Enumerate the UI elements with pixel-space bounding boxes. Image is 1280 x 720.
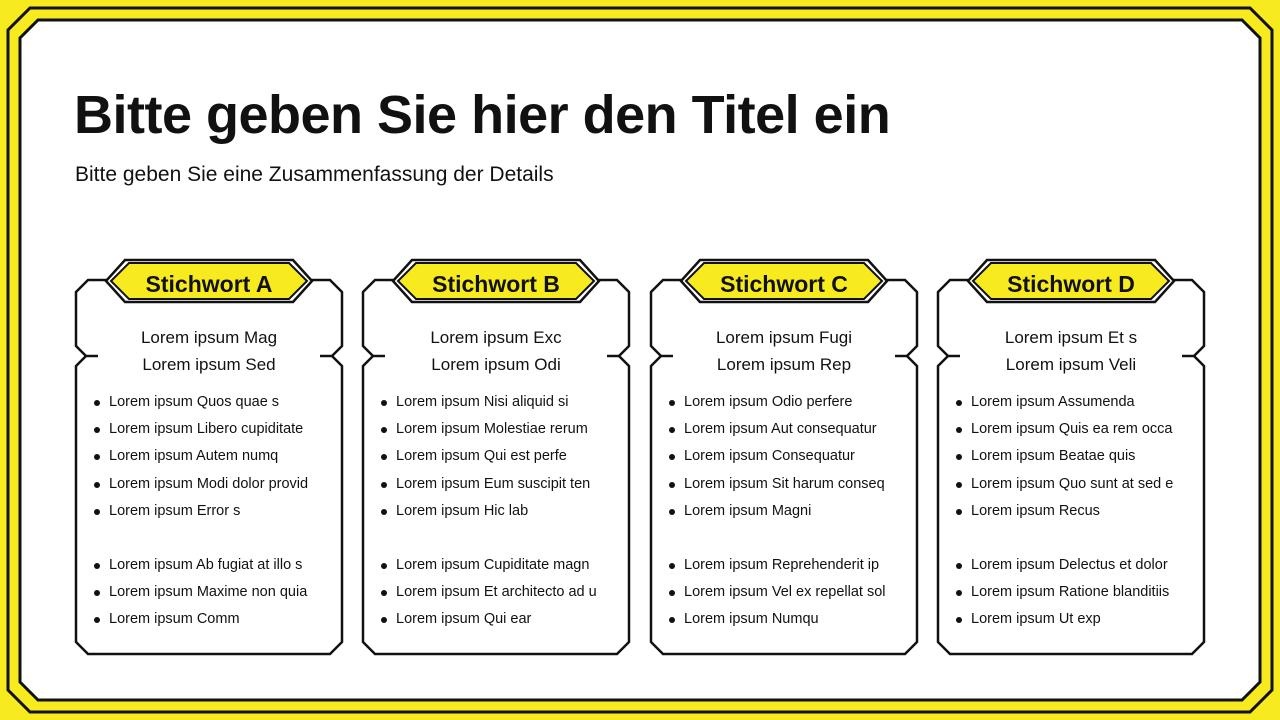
list-item: Lorem ipsum Maxime non quia — [92, 579, 332, 606]
card-heading-line: Lorem ipsum Fugi — [715, 328, 853, 347]
list-item: Lorem ipsum Consequatur — [667, 443, 907, 470]
list-item: Lorem ipsum Beatae quis — [954, 443, 1194, 470]
list-item: Lorem ipsum Recus — [954, 498, 1194, 525]
list-item: Lorem ipsum Quo sunt at sed e — [954, 471, 1194, 498]
card-heading — [946, 324, 1196, 378]
list-item: Lorem ipsum Hic lab — [379, 498, 619, 525]
list-item: Lorem ipsum Assumenda — [954, 389, 1194, 416]
bullet-list — [379, 552, 619, 634]
list-item: Lorem ipsum Reprehenderit ip — [667, 552, 907, 579]
list-item: Lorem ipsum Magni — [667, 498, 907, 525]
list-item: Lorem ipsum Nisi aliquid si — [379, 389, 619, 416]
bullet-list — [379, 389, 619, 525]
list-item: Lorem ipsum Vel ex repellat sol — [667, 579, 907, 606]
list-item: Lorem ipsum Odio perfere — [667, 389, 907, 416]
list-item: Lorem ipsum Comm — [92, 606, 332, 633]
bullet-list — [92, 552, 332, 634]
bullet-list — [92, 389, 332, 525]
list-item: Lorem ipsum Sit harum conseq — [667, 471, 907, 498]
card-heading-line: Lorem ipsum Odi — [431, 355, 561, 374]
keyword-card-c — [649, 258, 919, 656]
list-item: Lorem ipsum Et architecto ad u — [379, 579, 619, 606]
card-heading-line: Lorem ipsum Et s — [1004, 328, 1138, 347]
keyword-card-b — [361, 258, 631, 656]
list-item: Lorem ipsum Error s — [92, 498, 332, 525]
card-heading — [84, 324, 334, 378]
list-item: Lorem ipsum Autem numq — [92, 443, 332, 470]
keyword-tag: Stichwort D — [1007, 271, 1135, 297]
list-item: Lorem ipsum Quis ea rem occa — [954, 416, 1194, 443]
card-heading — [371, 324, 621, 378]
keyword-tag: Stichwort B — [432, 271, 560, 297]
list-item: Lorem ipsum Eum suscipit ten — [379, 471, 619, 498]
list-item: Lorem ipsum Quos quae s — [92, 389, 332, 416]
bullet-list — [667, 389, 907, 525]
list-item: Lorem ipsum Delectus et dolor — [954, 552, 1194, 579]
page-subtitle: Bitte geben Sie eine Zusammenfassung der Details — [75, 163, 554, 186]
list-item: Lorem ipsum Modi dolor provid — [92, 471, 332, 498]
bullet-list — [954, 389, 1194, 525]
keyword-card-a — [74, 258, 344, 656]
list-item: Lorem ipsum Qui est perfe — [379, 443, 619, 470]
list-item: Lorem ipsum Ab fugiat at illo s — [92, 552, 332, 579]
bullet-list — [667, 552, 907, 634]
keyword-tag: Stichwort C — [720, 271, 848, 297]
list-item: Lorem ipsum Numqu — [667, 606, 907, 633]
card-heading-line: Lorem ipsum Sed — [142, 355, 276, 374]
page-title: Bitte geben Sie hier den Titel ein — [74, 85, 891, 145]
keyword-tag: Stichwort A — [145, 271, 273, 297]
list-item: Lorem ipsum Ratione blanditiis — [954, 579, 1194, 606]
list-item: Lorem ipsum Ut exp — [954, 606, 1194, 633]
card-heading-line: Lorem ipsum Veli — [1005, 355, 1137, 374]
list-item: Lorem ipsum Aut consequatur — [667, 416, 907, 443]
card-heading-line: Lorem ipsum Rep — [716, 355, 852, 374]
keyword-card-d — [936, 258, 1206, 656]
list-item: Lorem ipsum Molestiae rerum — [379, 416, 619, 443]
card-heading-line: Lorem ipsum Mag — [140, 328, 278, 347]
card-heading-line: Lorem ipsum Exc — [430, 328, 562, 347]
list-item: Lorem ipsum Libero cupiditate — [92, 416, 332, 443]
card-heading — [659, 324, 909, 378]
list-item: Lorem ipsum Qui ear — [379, 606, 619, 633]
list-item: Lorem ipsum Cupiditate magn — [379, 552, 619, 579]
bullet-list — [954, 552, 1194, 634]
